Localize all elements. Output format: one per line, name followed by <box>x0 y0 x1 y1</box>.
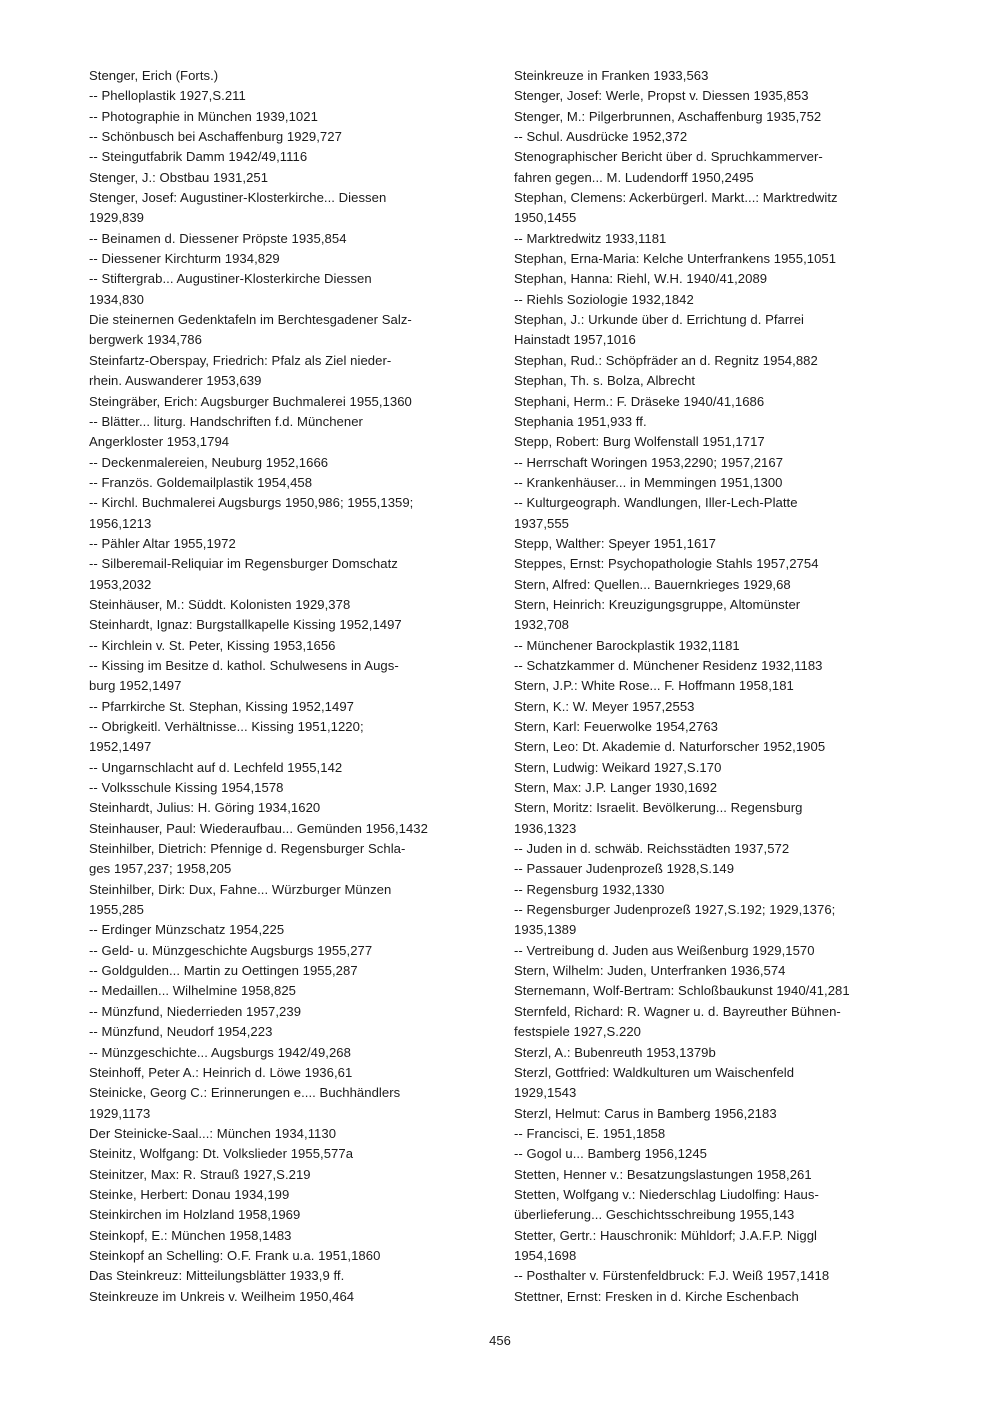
index-entry <box>514 127 924 147</box>
index-entry <box>514 86 924 106</box>
index-entry <box>89 269 489 310</box>
index-entry <box>514 758 924 778</box>
entry-text: -- Schatzkammer d. Münchener Residenz 1932,1183 <box>514 657 823 673</box>
index-entry <box>514 66 924 86</box>
index-entry <box>89 615 489 635</box>
index-entry <box>89 473 489 493</box>
index-entry <box>89 1083 489 1124</box>
index-entry <box>89 310 489 351</box>
entry-text: -- Obrigkeitl. Verhältnisse... Kissing 1951,1220; <box>89 719 364 734</box>
index-entry <box>514 412 924 432</box>
entry-continuation: Hainstadt 1957,1016 <box>514 332 636 348</box>
entry-text: -- Passauer Judenprozeß 1928,S.149 <box>514 861 735 877</box>
index-entry <box>514 554 924 574</box>
index-entry <box>89 412 489 453</box>
entry-text: Stephan, Clemens: Ackerbürgerl. Markt...: Marktredwitz <box>514 190 838 206</box>
entry-continuation: bergwerk 1934,786 <box>89 332 202 348</box>
index-entry <box>514 1185 924 1226</box>
entry-text: -- Münzgeschichte... Augsburgs 1942/49,268 <box>89 1044 351 1060</box>
index-entry <box>514 981 924 1001</box>
entry-text: Stetter, Gertr.: Hauschronik: Mühldorf; J.A.F.P. Niggl <box>514 1227 818 1243</box>
left-column <box>89 66 489 1307</box>
index-entry <box>89 534 489 554</box>
entry-text: -- Volksschule Kissing 1954,1578 <box>89 780 284 796</box>
entry-text: Stephan, Erna-Maria: Kelche Unterfrankens 1955,1051 <box>514 251 837 267</box>
index-entry <box>514 310 924 351</box>
index-entry <box>89 1124 489 1144</box>
entry-text: Steinkreuze in Franken 1933,563 <box>514 68 709 83</box>
index-entry <box>514 229 924 249</box>
entry-text: Die steinernen Gedenktafeln im Berchtesgadener Salz- <box>89 312 412 328</box>
index-entry <box>89 1205 489 1225</box>
index-entry <box>89 595 489 615</box>
entry-text: Stern, Alfred: Quellen... Bauernkrieges 1929,68 <box>514 576 791 592</box>
index-entry <box>89 1022 489 1042</box>
index-entry <box>514 656 924 676</box>
entry-text: -- Münchener Barockplastik 1932,1181 <box>514 637 740 653</box>
index-entry <box>89 920 489 940</box>
index-entry <box>514 147 924 188</box>
index-entry <box>89 554 489 595</box>
index-entry <box>514 1104 924 1124</box>
entry-text: -- Herrschaft Woringen 1953,2290; 1957,2167 <box>514 454 784 470</box>
index-entry <box>514 839 924 859</box>
index-entry <box>89 1185 489 1205</box>
entry-continuation: ges 1957,237; 1958,205 <box>89 861 232 877</box>
entry-text: Steinfartz-Oberspay, Friedrich: Pfalz als Ziel nieder- <box>89 352 392 368</box>
index-entry <box>89 981 489 1001</box>
index-entry <box>89 697 489 717</box>
entry-text: Steinhardt, Ignaz: Burgstallkapelle Kissing 1952,1497 <box>89 617 402 633</box>
entry-continuation: 1932,708 <box>514 617 570 633</box>
entry-text: -- Geld- u. Münzgeschichte Augsburgs 1955,277 <box>89 942 373 958</box>
entry-text: Stenographischer Bericht über d. Spruchkammerver- <box>514 149 823 165</box>
index-entry <box>514 534 924 554</box>
entry-text: Stern, K.: W. Meyer 1957,2553 <box>514 698 695 714</box>
entry-text: Steinke, Herbert: Donau 1934,199 <box>89 1186 290 1202</box>
entry-text: Steinkreuze im Unkreis v. Weilheim 1950,464 <box>89 1288 355 1304</box>
right-column <box>514 66 924 1307</box>
entry-text: Steinicke, Georg C.: Erinnerungen e.... Buchhändlers <box>89 1085 401 1101</box>
entry-text: Stephan, Rud.: Schöpfräder an d. Regnitz 1954,882 <box>514 352 818 368</box>
entry-text: -- Kissing im Besitze d. kathol. Schulwesens in Augs- <box>89 657 399 673</box>
entry-text: Stepp, Robert: Burg Wolfenstall 1951,1717 <box>514 434 765 450</box>
entry-text: -- Erdinger Münzschatz 1954,225 <box>89 922 285 938</box>
entry-continuation: 1929,1543 <box>514 1085 577 1101</box>
entry-continuation: 1952,1497 <box>89 739 152 755</box>
entry-text: Stern, Karl: Feuerwolke 1954,2763 <box>514 719 718 734</box>
index-entry <box>514 107 924 127</box>
entry-text: Der Steinicke-Saal...: München 1934,1130 <box>89 1125 337 1141</box>
entry-text: Sternemann, Wolf-Bertram: Schloßbaukunst 1940/41,281 <box>514 983 850 999</box>
entry-text: Steinhauser, Paul: Wiederaufbau... Gemünden 1956,1432 <box>89 820 428 836</box>
index-entry <box>89 493 489 534</box>
entry-text: Stettner, Ernst: Fresken in d. Kirche Eschenbach <box>514 1288 799 1304</box>
entry-continuation: 1936,1323 <box>514 820 577 836</box>
entry-text: -- Krankenhäuser... in Memmingen 1951,1300 <box>514 474 783 490</box>
index-entry <box>514 1002 924 1043</box>
index-entry <box>89 351 489 392</box>
entry-text: -- Riehls Soziologie 1932,1842 <box>514 291 694 307</box>
index-entry <box>89 819 489 839</box>
index-entry <box>514 1266 924 1286</box>
index-entry <box>89 778 489 798</box>
index-entry <box>89 127 489 147</box>
entry-text: Stern, Heinrich: Kreuzigungsgruppe, Altomünster <box>514 596 801 612</box>
entry-continuation: 1950,1455 <box>514 210 577 226</box>
index-entry <box>514 290 924 310</box>
entry-text: -- Posthalter v. Fürstenfeldbruck: F.J. Weiß 1957,1418 <box>514 1268 830 1284</box>
entry-text: Stenger, Erich (Forts.) <box>89 68 219 83</box>
entry-text: Steinkopf an Schelling: O.F. Frank u.a. 1951,1860 <box>89 1247 381 1263</box>
entry-text: -- Silberemail-Reliquiar im Regensburger Domschatz <box>89 556 398 572</box>
index-entry <box>89 941 489 961</box>
index-entry <box>514 798 924 839</box>
index-entry <box>514 1063 924 1104</box>
entry-continuation: rhein. Auswanderer 1953,639 <box>89 373 262 389</box>
entry-text: Steinhäuser, M.: Süddt. Kolonisten 1929,378 <box>89 596 351 612</box>
entry-text: Steinhilber, Dirk: Dux, Fahne... Würzburger Münzen <box>89 881 392 897</box>
entry-continuation: 1929,839 <box>89 210 145 226</box>
entry-text: Stern, Ludwig: Weikard 1927,S.170 <box>514 759 722 775</box>
index-entry <box>89 147 489 167</box>
entry-continuation: burg 1952,1497 <box>89 678 182 694</box>
entry-text: Stenger, M.: Pilgerbrunnen, Aschaffenburg 1935,752 <box>514 108 822 124</box>
entry-continuation: 1937,555 <box>514 515 570 531</box>
entry-text: Steinkopf, E.: München 1958,1483 <box>89 1227 292 1243</box>
index-entry <box>514 676 924 696</box>
entry-text: Stepp, Walther: Speyer 1951,1617 <box>514 535 717 551</box>
index-entry <box>514 961 924 981</box>
entry-text: -- Schul. Ausdrücke 1952,372 <box>514 129 688 145</box>
entry-continuation: 1955,285 <box>89 902 145 918</box>
entry-text: -- Regensburger Judenprozeß 1927,S.192; 1929,1376; <box>514 902 836 918</box>
index-entry <box>89 1002 489 1022</box>
entry-text: -- Pähler Altar 1955,1972 <box>89 535 236 551</box>
index-entry <box>89 168 489 188</box>
index-entry <box>514 392 924 412</box>
entry-text: Sternfeld, Richard: R. Wagner u. d. Bayreuther Bühnen- <box>514 1003 841 1019</box>
entry-text: Stern, Leo: Dt. Akademie d. Naturforscher 1952,1905 <box>514 739 826 755</box>
index-entry <box>514 1043 924 1063</box>
entry-continuation: 1929,1173 <box>89 1105 151 1121</box>
index-entry <box>514 941 924 961</box>
entry-text: Stern, Wilhelm: Juden, Unterfranken 1936,574 <box>514 963 786 979</box>
entry-text: -- Diessener Kirchturm 1934,829 <box>89 251 280 267</box>
entry-text: -- Deckenmalereien, Neuburg 1952,1666 <box>89 454 329 470</box>
entry-text: Steinhilber, Dietrich: Pfennige d. Regensburger Schla- <box>89 841 406 857</box>
index-entry <box>514 249 924 269</box>
index-entry <box>514 1124 924 1144</box>
entry-text: Stephan, Th. s. Bolza, Albrecht <box>514 373 696 389</box>
entry-text: -- Steingutfabrik Damm 1942/49,1116 <box>89 149 308 165</box>
index-entry <box>514 575 924 595</box>
entry-text: Das Steinkreuz: Mitteilungsblätter 1933,9 ff. <box>89 1268 345 1284</box>
entry-text: Sterzl, A.: Bubenreuth 1953,1379b <box>514 1044 716 1060</box>
index-entry <box>514 269 924 289</box>
entry-continuation: 1956,1213 <box>89 515 152 531</box>
index-entry <box>89 1287 489 1307</box>
index-entry <box>514 188 924 229</box>
entry-text: -- Regensburg 1932,1330 <box>514 881 665 897</box>
entry-text: -- Juden in d. schwäb. Reichsstädten 1937,572 <box>514 841 790 857</box>
index-entry <box>89 453 489 473</box>
index-entry <box>514 778 924 798</box>
index-entry <box>89 86 489 106</box>
index-entry <box>89 880 489 921</box>
entry-text: Stern, Moritz: Israelit. Bevölkerung... Regensburg <box>514 800 803 816</box>
index-entry <box>514 1165 924 1185</box>
index-entry <box>89 392 489 412</box>
index-entry <box>89 636 489 656</box>
entry-text: -- Stiftergrab... Augustiner-Klosterkirche Diessen <box>89 271 372 287</box>
entry-text: Steinitz, Wolfgang: Dt. Volkslieder 1955,577a <box>89 1146 354 1162</box>
entry-continuation: 1953,2032 <box>89 576 152 592</box>
entry-text: Stephan, Hanna: Riehl, W.H. 1940/41,2089 <box>514 271 768 287</box>
index-entry <box>514 859 924 879</box>
index-entry <box>89 1226 489 1246</box>
index-entry <box>89 798 489 818</box>
index-entry <box>514 717 924 737</box>
entry-continuation: Angerkloster 1953,1794 <box>89 434 230 450</box>
index-entry <box>89 1266 489 1286</box>
entry-text: Steinhardt, Julius: H. Göring 1934,1620 <box>89 800 321 816</box>
index-entry <box>514 636 924 656</box>
entry-text: -- Kulturgeograph. Wandlungen, Iller-Lech-Platte <box>514 495 798 511</box>
entry-continuation: 1954,1698 <box>514 1247 577 1263</box>
entry-text: -- Blätter... liturg. Handschriften f.d. Münchener <box>89 413 363 429</box>
entry-text: -- Gogol u... Bamberg 1956,1245 <box>514 1146 707 1162</box>
entry-text: Stetten, Wolfgang v.: Niederschlag Liudolfing: Haus- <box>514 1186 819 1202</box>
entry-text: Stenger, Josef: Augustiner-Klosterkirche... Diessen <box>89 190 387 206</box>
entry-text: -- Marktredwitz 1933,1181 <box>514 230 667 246</box>
index-entry <box>89 961 489 981</box>
entry-text: Steingräber, Erich: Augsburger Buchmalerei 1955,1360 <box>89 393 412 409</box>
entry-text: -- Kirchl. Buchmalerei Augsburgs 1950,986; 1955,1359; <box>89 495 414 511</box>
entry-text: Stenger, Josef: Werle, Propst v. Diessen 1935,853 <box>514 88 809 104</box>
entry-text: -- Schönbusch bei Aschaffenburg 1929,727 <box>89 129 342 145</box>
index-entry <box>89 839 489 880</box>
entry-text: -- Pfarrkirche St. Stephan, Kissing 1952,1497 <box>89 698 354 714</box>
entry-text: -- Beinamen d. Diessener Pröpste 1935,854 <box>89 230 347 246</box>
index-entry <box>89 1165 489 1185</box>
entry-continuation: 1934,830 <box>89 291 145 307</box>
index-entry <box>89 1063 489 1083</box>
entry-text: -- Münzfund, Neudorf 1954,223 <box>89 1024 273 1040</box>
entry-continuation: 1935,1389 <box>514 922 577 938</box>
index-entry <box>514 432 924 452</box>
entry-text: Stephan, J.: Urkunde über d. Errichtung d. Pfarrei <box>514 312 804 328</box>
index-entry <box>514 493 924 534</box>
index-entry <box>89 188 489 229</box>
entry-text: Steinhoff, Peter A.: Heinrich d. Löwe 1936,61 <box>89 1064 353 1080</box>
entry-text: -- Ungarnschlacht auf d. Lechfeld 1955,142 <box>89 759 343 775</box>
entry-continuation: überlieferung... Geschichtsschreibung 1955,143 <box>514 1207 795 1223</box>
entry-text: -- Francisci, E. 1951,1858 <box>514 1125 666 1141</box>
index-entry <box>514 351 924 371</box>
entry-continuation: fahren gegen... M. Ludendorff 1950,2495 <box>514 169 754 185</box>
entry-text: Steinitzer, Max: R. Strauß 1927,S.219 <box>89 1166 311 1182</box>
entry-text: Steinkirchen im Holzland 1958,1969 <box>89 1207 301 1223</box>
index-entry <box>89 717 489 758</box>
index-entry <box>514 473 924 493</box>
index-entry <box>514 453 924 473</box>
index-entry <box>89 249 489 269</box>
entry-text: Stephania 1951,933 ff. <box>514 413 647 429</box>
index-entry <box>514 880 924 900</box>
entry-text: Stetten, Henner v.: Besatzungslastungen 1958,261 <box>514 1166 812 1182</box>
entry-text: Sterzl, Gottfried: Waldkulturen um Waischenfeld <box>514 1064 795 1080</box>
index-entry <box>89 1144 489 1164</box>
entry-text: Steppes, Ernst: Psychopathologie Stahls 1957,2754 <box>514 556 819 572</box>
index-entry <box>514 1144 924 1164</box>
entry-text: -- Münzfund, Niederrieden 1957,239 <box>89 1003 302 1019</box>
index-entry <box>89 229 489 249</box>
entry-text: Stern, Max: J.P. Langer 1930,1692 <box>514 780 718 796</box>
index-entry <box>514 1287 924 1307</box>
index-entry <box>514 900 924 941</box>
index-entry <box>89 66 489 86</box>
page-number: 456 <box>489 1333 511 1348</box>
index-entry <box>514 737 924 757</box>
entry-text: Stenger, J.: Obstbau 1931,251 <box>89 169 269 185</box>
entry-text: -- Phelloplastik 1927,S.211 <box>89 88 246 104</box>
entry-text: -- Vertreibung d. Juden aus Weißenburg 1929,1570 <box>514 942 815 958</box>
entry-text: Stephani, Herm.: F. Dräseke 1940/41,1686 <box>514 393 765 409</box>
index-entry <box>89 656 489 697</box>
entry-continuation: festspiele 1927,S.220 <box>514 1024 641 1040</box>
index-entry <box>514 371 924 391</box>
index-entry <box>514 595 924 636</box>
entry-text: -- Medaillen... Wilhelmine 1958,825 <box>89 983 296 999</box>
index-entry <box>514 697 924 717</box>
index-entry <box>89 107 489 127</box>
index-entry <box>89 758 489 778</box>
entry-text: -- Französ. Goldemailplastik 1954,458 <box>89 474 313 490</box>
entry-text: -- Goldgulden... Martin zu Oettingen 1955,287 <box>89 963 358 979</box>
index-entry <box>514 1226 924 1267</box>
index-entry <box>89 1246 489 1266</box>
entry-text: Stern, J.P.: White Rose... F. Hoffmann 1958,181 <box>514 678 794 694</box>
entry-text: -- Photographie in München 1939,1021 <box>89 108 318 124</box>
index-entry <box>89 1043 489 1063</box>
entry-text: Sterzl, Helmut: Carus in Bamberg 1956,2183 <box>514 1105 777 1121</box>
entry-text: -- Kirchlein v. St. Peter, Kissing 1953,1656 <box>89 637 336 653</box>
